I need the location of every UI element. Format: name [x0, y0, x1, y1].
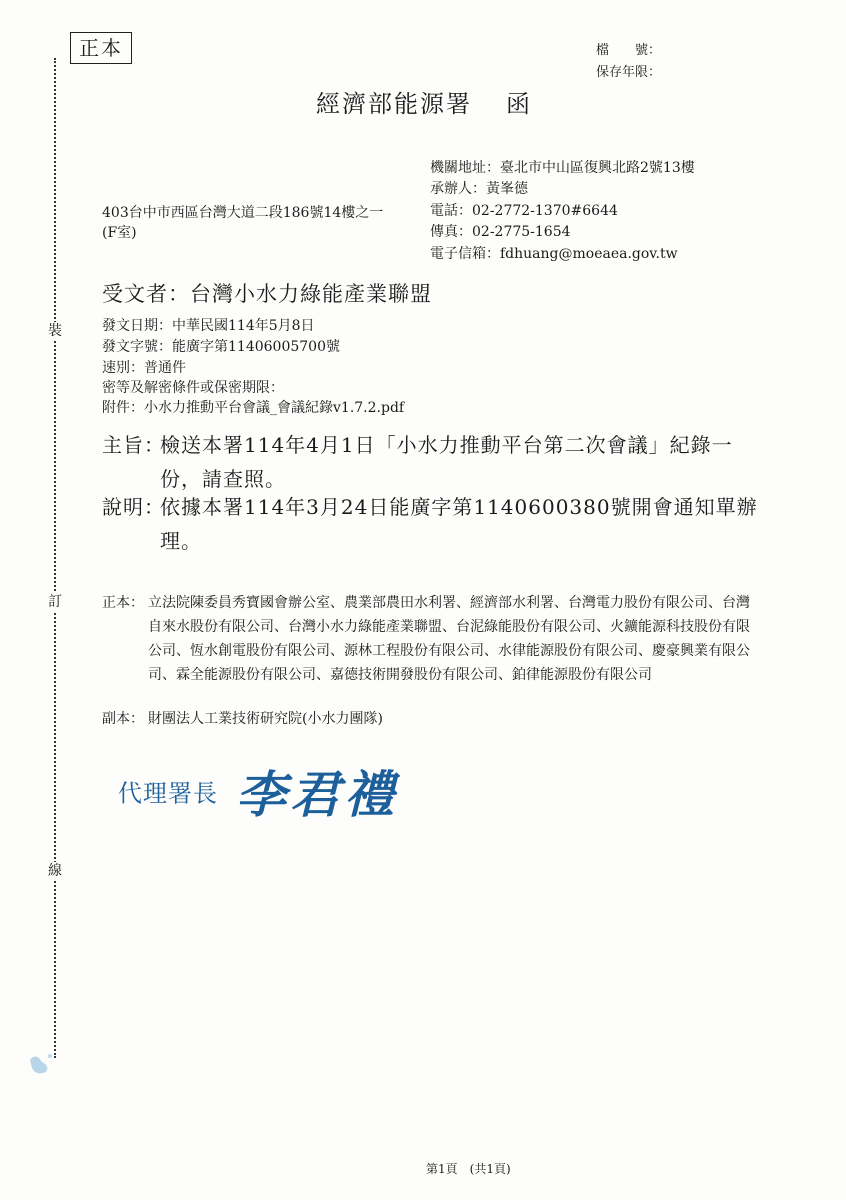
sender-email: 電子信箱：fdhuang@moeaea.gov.tw [430, 246, 678, 262]
explanation-text: 依據本署114年3月24日能廣字第1140600380號開會通知單辦理。 [160, 495, 758, 553]
subject-label: 主旨： [102, 433, 165, 457]
original-copy-stamp: 正本 [70, 32, 132, 64]
document-kind: 函 [506, 90, 532, 118]
recipient-address-line1: 403台中市西區台灣大道二段186號14樓之一 [102, 205, 384, 221]
sender-address: 機關地址：臺北市中山區復興北路2號13樓 [430, 160, 695, 176]
cc-main-section [102, 591, 762, 687]
binding-line [54, 58, 56, 1058]
sender-fax: 傳真：02-2775-1654 [430, 224, 571, 240]
recipient: 受文者：台灣小水力綠能產業聯盟 [102, 282, 432, 306]
page-number: 第1頁 (共1頁) [426, 1162, 511, 1176]
recipient-address [102, 203, 383, 243]
cc-copy-section [102, 707, 762, 731]
signature-name: 李君禮 [236, 765, 398, 824]
recipient-address-line2: (F室) [102, 225, 137, 241]
cc-copy-text: 財團法人工業技術研究院(小水力團隊) [148, 711, 383, 727]
signature-stamp [118, 755, 398, 827]
cc-copy-label: 副本： [102, 711, 144, 727]
cc-main-label: 正本： [102, 595, 144, 611]
ink-smudge [20, 1048, 60, 1078]
binding-mark-staple: 訂 [48, 594, 62, 610]
urgency: 速別：普通件 [102, 360, 186, 376]
confidentiality: 密等及解密條件或保密期限： [102, 380, 284, 396]
cc-main-text: 立法院陳委員秀寶國會辦公室、農業部農田水利署、經濟部水利署、台灣電力股份有限公司、台灣自來水股份有限公司、台灣小水力綠能產業聯盟、台泥綠能股份有限公司、火鑛能源科技股份有限公司、恆水創電股份有限公司、源林工程股份有限公司、水律能源股份有限公司、慶豪興業有限公司、霖全能源股份有限公司、嘉德技術開發股份有限公司、鉑律能源股份有限公司 [148, 595, 750, 683]
document-number: 發文字號：能廣字第11406005700號 [102, 339, 340, 355]
binding-mark-line: 線 [48, 863, 62, 879]
agency-name: 經濟部能源署 [316, 90, 472, 118]
sender-officer: 承辦人：黃峯德 [430, 181, 528, 197]
explanation-section [102, 490, 762, 558]
archive-file-number [596, 42, 674, 60]
subject-section [102, 428, 762, 496]
sender-phone: 電話：02-2772-1370#6644 [430, 203, 618, 219]
file-number-label: 檔 號： [596, 43, 662, 58]
attachment: 附件：小水力推動平台會議_會議紀錄v1.7.2.pdf [102, 400, 405, 416]
retention-label: 保存年限： [596, 65, 662, 80]
signature-title: 代理署長 [118, 779, 218, 808]
issue-date: 發文日期：中華民國114年5月8日 [102, 318, 315, 334]
binding-mark-bind: 裝 [48, 323, 62, 339]
subject-text: 檢送本署114年4月1日「小水力推動平台第二次會議」紀錄一份，請查照。 [160, 433, 733, 491]
document-title [316, 84, 532, 119]
archive-retention [596, 64, 674, 82]
explanation-label: 說明： [102, 495, 165, 519]
